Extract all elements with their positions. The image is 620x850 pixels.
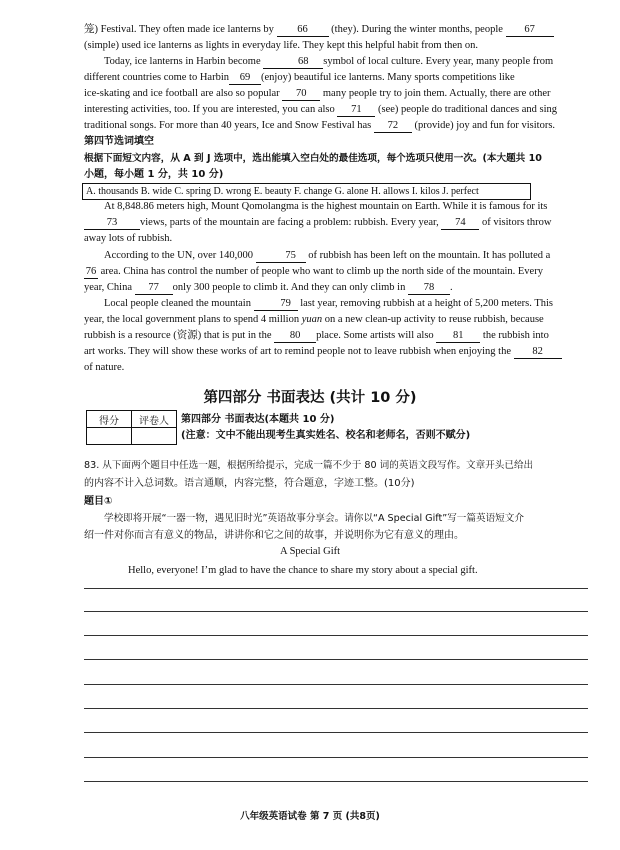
writing-line[interactable] — [84, 588, 588, 589]
blank-76[interactable]: 76 — [85, 266, 97, 277]
q83-instruction: 83. 从下面两个题目中任选一题，根据所给提示，完成一篇不少于 80 词的英语文段写作。文章开头已给出 — [84, 460, 534, 471]
section-instructions: 根据下面短文内容，从 A 到 J 选项中，选出能填入空白处的最佳选项，每个选项只使用一次。(本大题共 10 — [84, 153, 542, 164]
writing-line[interactable] — [84, 757, 588, 758]
score-label: 得分 — [87, 411, 132, 428]
grader-cell[interactable] — [132, 428, 177, 445]
blank-69[interactable]: 69 — [229, 72, 261, 85]
writing-line[interactable] — [84, 611, 588, 612]
topic-prompt: 学校即将开展“一器一物，遇见旧时光”英语故事分享会。请你以“A Special Gift”写一篇英语短文介 — [104, 513, 524, 524]
blank-72[interactable]: 72 — [374, 120, 412, 133]
section-instructions-2: 小题，每小题 1 分，共 10 分) — [84, 169, 224, 180]
writing-line[interactable] — [84, 659, 588, 660]
para-line: different countries come to Harbin 69 (enjoy) beautiful ice lanterns. Many sports competitions like — [84, 72, 515, 83]
writing-line[interactable] — [84, 684, 588, 685]
passage-line: of nature. — [84, 362, 125, 373]
blank-74[interactable]: 74 — [441, 217, 479, 230]
grader-label: 评卷人 — [132, 411, 177, 428]
passage-line: year, the local government plans to spend 4 million yuan on a new clean-up activity to reuse rubbish, because — [84, 314, 544, 325]
blank-80[interactable]: 80 — [274, 330, 316, 343]
blank-75[interactable]: 75 — [256, 250, 306, 263]
essay-title: A Special Gift — [279, 546, 341, 557]
score-table — [86, 410, 474, 445]
topic-label: 题目① — [84, 496, 113, 507]
passage-line: Local people cleaned the mountain 79 last year, removing rubbish at a height of 5,200 meters. This — [104, 298, 553, 309]
blank-81[interactable]: 81 — [436, 330, 480, 343]
section-heading: 第四节选词填空 — [84, 136, 154, 147]
passage-line: 73 views, parts of the mountain are facing a problem: rubbish. Every year, 74 of visitors throw — [84, 215, 590, 231]
para-line: ice-skating and ice football are also so popular 70 many people try to join them. Actually, there are other — [84, 88, 551, 99]
blank-77[interactable]: 77 — [135, 282, 173, 295]
para-line: (simple) used ice lanterns as lights in everyday life. They kept this helpful habit from then on. — [84, 40, 479, 51]
blank-67[interactable]: 67 — [506, 24, 554, 37]
writing-line[interactable] — [84, 732, 588, 733]
blank-70[interactable]: 70 — [282, 88, 320, 101]
para-line: traditional songs. For more than 40 years, Ice and Snow Festival has 72 (provide) joy and fun for visitors. — [84, 120, 556, 131]
passage-line: 76 area. China has control the number of people who want to climb up the north side of the mountain. Every — [85, 266, 543, 277]
topic-prompt-2: 绍一件对你而言有意义的物品，讲讲你和它之间的故事，并说明你为它有意义的理由。 — [84, 530, 464, 541]
blank-68[interactable]: 68 — [263, 56, 323, 69]
blank-78[interactable]: 78 — [408, 282, 450, 295]
passage-line: According to the UN, over 140,000 75 of rubbish has been left on the mountain. It has polluted a — [104, 250, 551, 261]
para-line: Today, ice lanterns in Harbin become 68 symbol of local culture. Every year, many people from — [104, 56, 554, 67]
passage-line: rubbish is a resource (资源) that is put in the 80 place. Some artists will also 81 the rubbish into — [84, 330, 549, 341]
writing-line[interactable] — [84, 708, 588, 709]
passage-line: away lots of rubbish. — [84, 233, 173, 244]
passage-line: year, China 77 only 300 people to climb it. And they can only climb in 78 . — [84, 282, 453, 293]
essay-start: Hello, everyone! I’m glad to have the chance to share my story about a special gift. — [128, 565, 478, 576]
blank-71[interactable]: 71 — [337, 104, 375, 117]
options-box: A. thousands B. wide C. spring D. wrong E. beauty F. change G. alone H. allows I. kilos J. perfect — [82, 183, 531, 200]
score-cell[interactable] — [87, 428, 132, 445]
q83-instruction-2: 的内容不计入总词数。语言通顺，内容完整，符合题意，字迹工整。(10分) — [84, 478, 415, 489]
passage-line: At 8,848.86 meters high, Mount Qomolangma is the highest mountain on Earth. While it is famous for its — [104, 201, 548, 212]
blank-82[interactable]: 82 — [514, 346, 562, 359]
blank-73[interactable]: 73 — [84, 217, 140, 230]
para-line: 笼) Festival. They often made ice lanterns by 66 (they). During the winter months, people 67 — [84, 22, 590, 38]
writing-line[interactable] — [84, 635, 588, 636]
part-info: 第四部分 书面表达(本题共 10 分) (注意：文中不能出现考生真实姓名、校名和老师名，否则不赋分) — [181, 413, 471, 441]
blank-79[interactable]: 79 — [254, 298, 298, 311]
para-line: interesting activities, too. If you are interested, you can also 71 (see) people do traditional dances and sing — [84, 104, 558, 115]
blank-66[interactable]: 66 — [277, 24, 329, 37]
page-footer: 八年级英语试卷 第 7 页 (共8页) — [240, 811, 380, 822]
writing-line[interactable] — [84, 781, 588, 782]
part-title: 第四部分 书面表达 (共计 10 分) — [203, 390, 417, 406]
passage-line: art works. They will show these works of art to remind people not to leave rubbish when enjoying the 82 — [84, 344, 590, 360]
